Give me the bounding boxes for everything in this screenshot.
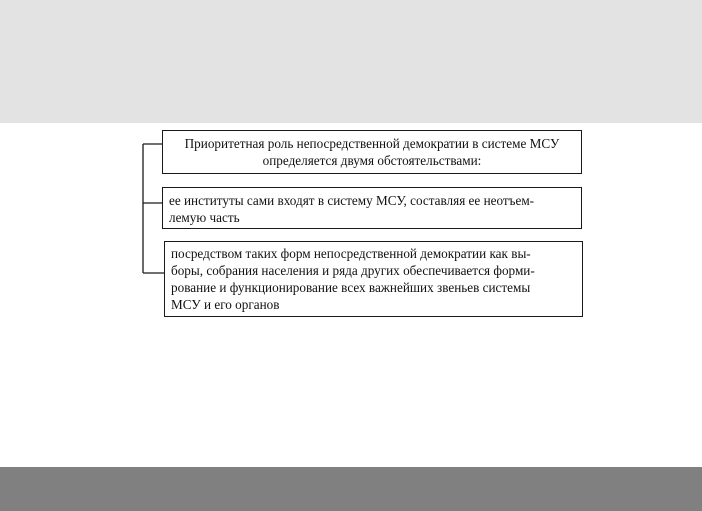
item-1-line-2: лемую часть	[169, 210, 240, 225]
title-box	[162, 130, 582, 174]
item-2-line-3: рование и функционирование всех важнейших звеньев системы	[171, 280, 531, 295]
item-2-line-4: МСУ и его органов	[171, 297, 280, 312]
title-line-2: определяется двумя обстоятельствами:	[262, 153, 482, 168]
item-2-line-1: посредством таких форм непосредственной демократии как вы-	[171, 246, 531, 261]
item-box-2	[164, 241, 583, 317]
item-2-line-2: боры, собрания населения и ряда других обеспечивается форми-	[171, 263, 535, 278]
title-line-1: Приоритетная роль непосредственной демократии в системе МСУ	[184, 136, 560, 151]
item-box-1	[162, 187, 582, 229]
item-1-line-1: ее институты сами входят в систему МСУ, составляя ее неотъем-	[169, 193, 535, 208]
top-gray-band	[0, 0, 702, 123]
bottom-gray-band	[0, 467, 702, 511]
